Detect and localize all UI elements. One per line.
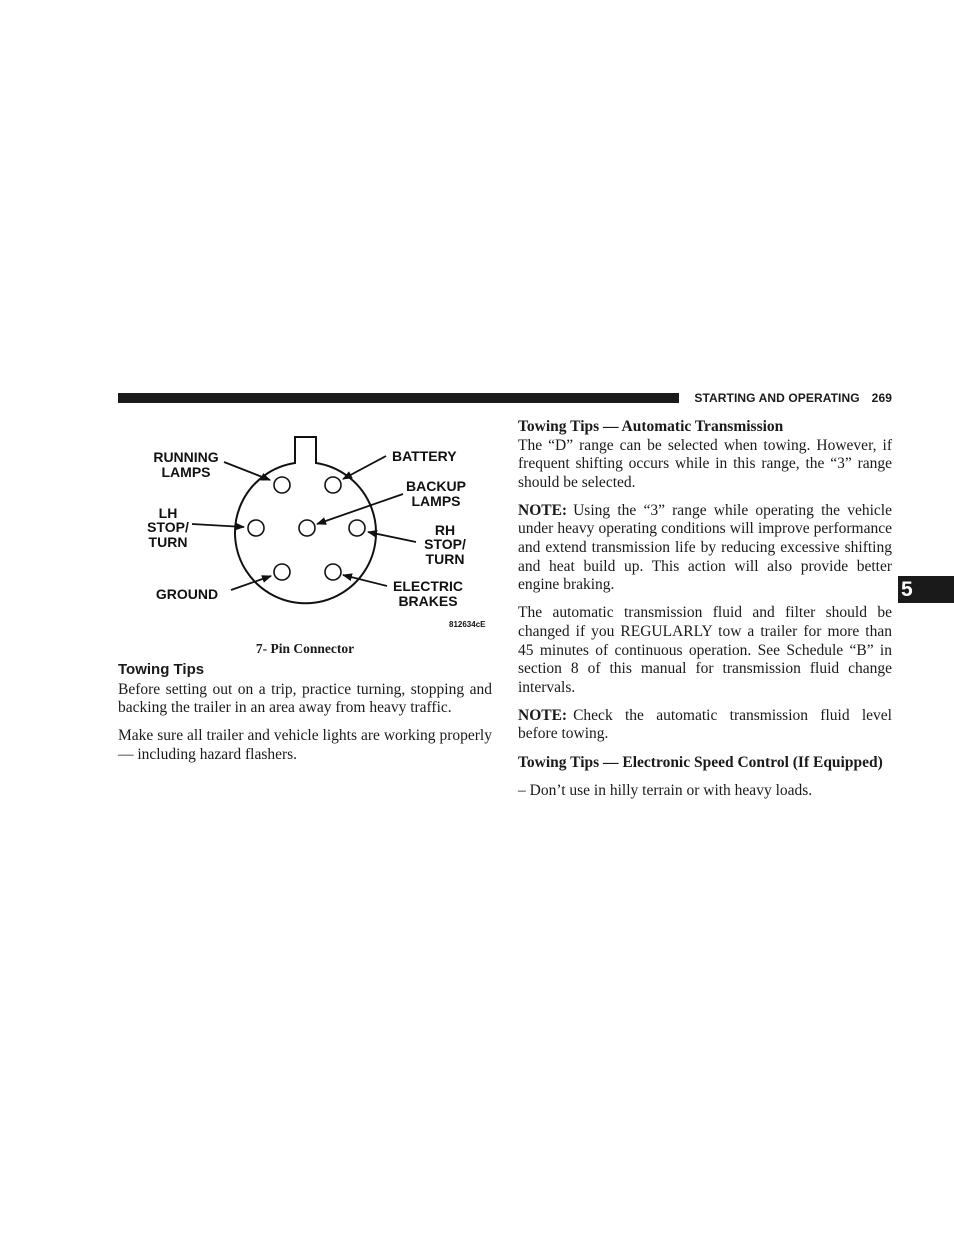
arrow-backup-lamps <box>317 494 403 524</box>
note-1-label: NOTE: <box>518 501 568 519</box>
speed-control-heading: Towing Tips — Electronic Speed Control (If Equipped) <box>518 753 883 771</box>
label-battery: BATTERY <box>392 448 457 464</box>
speed-control-bullet: – Don’t use in hilly terrain or with heavy loads. <box>518 781 813 799</box>
figure-code: 812634cE <box>449 620 486 629</box>
label-electric-brakes: BRAKES <box>398 593 458 609</box>
header-rule <box>118 393 679 403</box>
chapter-tab: 5 <box>898 576 954 603</box>
right-paragraph-2: The automatic transmission fluid and filter should be changed if you REGULARLY tow a trailer for more than 45 minutes of continuous operation. See Schedule “B” in section 8 of this manual for transmission fluid change intervals. <box>518 604 892 696</box>
page-number: 269 <box>871 391 892 405</box>
running-head <box>688 390 892 406</box>
note-1 <box>518 502 892 595</box>
pin-battery <box>325 477 341 493</box>
label-electric: ELECTRIC <box>393 578 463 594</box>
left-column <box>118 661 492 774</box>
note-2-label: NOTE: <box>518 706 568 724</box>
label-running: RUNNING <box>153 449 219 465</box>
figure-caption: 7- Pin Connector <box>255 641 355 656</box>
pin-connector-diagram <box>140 432 495 632</box>
right-column <box>518 418 892 810</box>
arrow-running-lamps <box>224 462 270 480</box>
left-paragraph-2: Make sure all trailer and vehicle lights are working properly — including hazard flashers. <box>118 727 492 763</box>
note-1-text: Using the “3” range while operating the vehicle under heavy operating conditions will improve performance and extend transmission life by reducing excessive shifting and heat build up. This action will also provide better engine braking. <box>518 501 892 594</box>
towing-tips-heading: Towing Tips <box>118 661 205 678</box>
label-lh: LH <box>158 505 178 521</box>
left-paragraph-1: Before setting out on a trip, practice turning, stopping and backing the trailer in an area away from heavy traffic. <box>118 680 492 717</box>
right-paragraph-1: The “D” range can be selected when towing. However, if frequent shifting occurs while in this range, the “3” range should be selected. <box>518 436 892 491</box>
label-backup-lamps: LAMPS <box>411 493 461 509</box>
label-backup: BACKUP <box>406 478 466 494</box>
arrow-battery <box>343 456 386 479</box>
label-rh: RH <box>434 522 456 538</box>
label-lh-stop: STOP/ <box>147 519 189 535</box>
automatic-transmission-heading: Towing Tips — Automatic Transmission <box>518 418 784 435</box>
arrow-electric-brakes <box>343 575 387 586</box>
note-2-text: Check the automatic transmission fluid level before towing. <box>518 706 892 743</box>
pin-backup-lamps <box>299 520 315 536</box>
pin-running-lamps <box>274 477 290 493</box>
pin-electric-brakes <box>325 564 341 580</box>
label-running-lamps: LAMPS <box>161 464 211 480</box>
section-title: STARTING AND OPERATING <box>694 391 860 405</box>
pin-rh-stop-turn <box>349 520 365 536</box>
pin-lh-stop-turn <box>248 520 264 536</box>
label-rh-stop: STOP/ <box>424 536 466 552</box>
note-2 <box>518 707 892 744</box>
label-lh-turn: TURN <box>148 534 188 550</box>
label-rh-turn: TURN <box>425 551 465 567</box>
pin-ground <box>274 564 290 580</box>
label-ground: GROUND <box>155 586 219 602</box>
